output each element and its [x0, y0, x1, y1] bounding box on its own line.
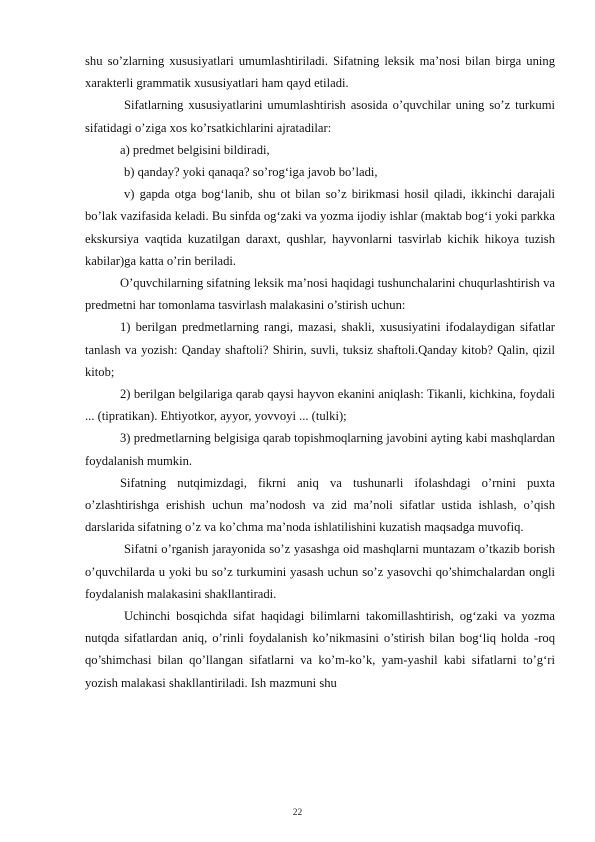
exercise-item-1: 1) berilgan predmetlarning rangi, mazasi, shakli, xususiyatini ifodalaydigan sifatlar tanlash va yozish: Qanday shaftoli? Shirin, suvli, tuksiz shaftoli.Qanday kitob? Qalin, qizil kitob;: [85, 320, 555, 379]
exercise-item-2: 2) berilgan belgilariga qarab qaysi hayvon ekanini aniqlash: Tikanli, kichkina, foydali ... (tipratikan). Ehtiyotkor, ayyor, yovvoyi ... (tulki);: [85, 387, 555, 424]
paragraph-third-stage: Uchinchi bosqichda sifat haqidagi bilimlarni takomillashtirish, og‘zaki va yozma nutqda sifatlardan aniq, o’rinli foydalanish ko’nikmasini o’stirish bilan bog‘liq holda -roq qo’shimchasi bilan qo’llangan sifatlarni va ko’m-ko’k, yam-yashil kabi sifatlarni to’g‘ri yozish malakasi shakllantiriladi. Ish mazmuni shu: [85, 609, 555, 690]
document-body: [85, 50, 555, 694]
list-item-b: b) qanday? yoki qanaqa? so’rog‘iga javob bo’ladi,: [124, 165, 378, 180]
list-item-v: v) gapda otga bog‘lanib, shu ot bilan so’z birikmasi hosil qiladi, ikkinchi darajali bo’lak vazifasida keladi. Bu sinfda og‘zaki va yozma ijodiy ishlar (maktab bog‘i yoki parkka ekskursiya vaqtida kuzatilgan daraxt, qushlar, hayvonlarni tasvirlab kichik hikoya tuzish kabilar)ga katta o’rin beriladi.: [85, 187, 555, 268]
paragraph-speech-role: Sifatning nutqimizdagi, fikrni aniq va tushunarli ifolashdagi o’rnini puxta o’zlashtirishga erishish uchun ma’nodosh va zid ma’noli sifatlar ustida ishlash, o’qish darslarida sifatning o’z va ko’chma ma’noda ishlatilishini kuzatish maqsadga muvofiq.: [85, 475, 555, 535]
exercise-item-3: 3) predmetlarning belgisiga qarab topishmoqlarning javobini ayting kabi mashqlardan foydalanish mumkin.: [85, 431, 555, 468]
paragraph-generalization: Sifatlarning xususiyatlarini umumlashtirish asosida o’quvchilar uning so’z turkumi sifatidagi o’ziga xos ko’rsatkichlarini ajratadilar:: [85, 98, 555, 135]
page-number: 22: [292, 808, 303, 818]
list-item-a: a) predmet belgisini bildiradi,: [120, 142, 270, 157]
paragraph-deepening: O’quvchilarning sifatning leksik ma’nosi haqidagi tushunchalarini chuqurlashtirish va predmetni har tomonlama tasvirlash malakasini o’stirish uchun:: [85, 276, 555, 313]
paragraph-continuation: shu so’zlarning xususiyatlari umumlashtiriladi. Sifatning leksik ma’nosi bilan birga uning xarakterli grammatik xususiyatlari ham qayd etiladi.: [85, 54, 555, 91]
paragraph-word-formation: Sifatni o’rganish jarayonida so’z yasashga oid mashqlarni muntazam o’tkazib borish o’quvchilarda u yoki bu so’z turkumini yasash uchun so’z yasovchi qo’shimchalardan ongli foydalanish malakasini shakllantiradi.: [85, 542, 555, 601]
